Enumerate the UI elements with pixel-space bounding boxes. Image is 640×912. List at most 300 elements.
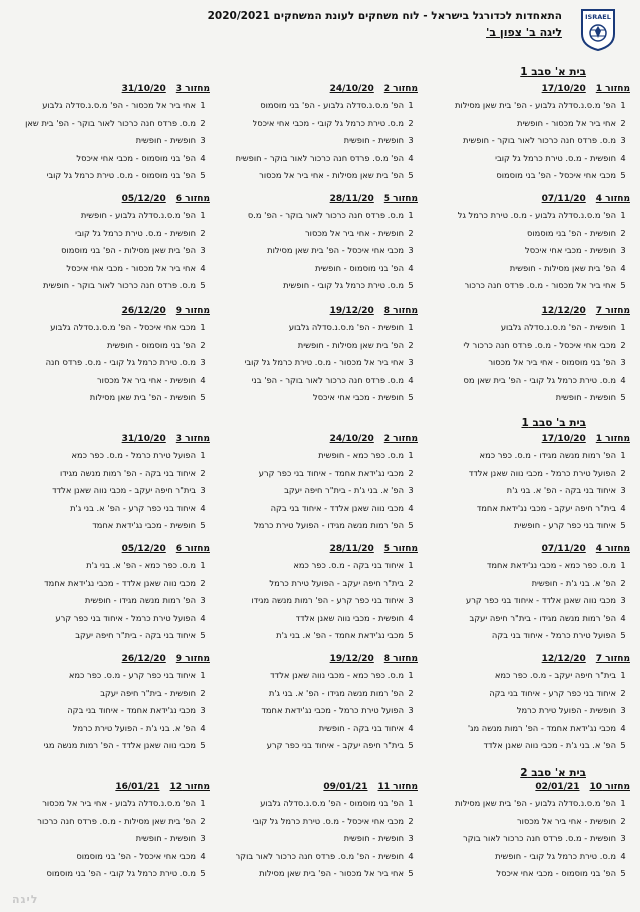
match-number: 3 [200,357,206,367]
match-teams: הפ' בית שאן מסילות - אחי ביר אל מכסור [259,170,404,180]
match-number: 1 [408,560,414,570]
match-number: 1 [200,450,206,460]
section-label-house-a-round-2: בית א' סבב 2 [520,767,586,779]
match-number: 3 [620,135,626,145]
match-teams: הפ' רמות מנשה מגידו - הפועל טירת כרמל [254,520,404,530]
match-number: 4 [200,502,206,513]
match-row [206,150,418,168]
match-teams: אחי ביר אל מכסור - מ.ס. פרדס חנה כרכור [464,280,616,290]
match-teams: בית"ר חיפה יעקב - מ.ס. כפר כמא [494,670,616,680]
round-date: 26/12/20 [121,654,166,664]
match-row [418,500,630,518]
match-number: 2 [620,577,626,588]
match-row [206,167,418,185]
match-teams: הפ' א. בני ג'ת - חופשית [531,577,616,588]
match-number: 2 [200,687,206,698]
match-row [418,225,630,243]
match-teams: איחוד בני כפר קרע - הפ' א. בני ג'ת [70,502,196,513]
round-name: מחזור 1 [595,434,630,444]
match-row [418,795,630,813]
match-number: 5 [200,280,206,290]
match-number: 2 [408,687,414,698]
round-name: מחזור 6 [175,544,210,554]
match-teams: חופשית - חופשית [555,392,616,402]
match-number: 1 [408,100,414,110]
match-number: 3 [408,357,414,367]
match-number: 1 [408,670,414,680]
match-teams: חופשית - הפועל טירת כרמל [516,705,616,715]
round-block [418,306,630,407]
match-row [206,813,418,831]
match-teams: מ.ס. כפר כמא - הפ' א. בני ג'ת [86,560,196,570]
round-date: 28/11/20 [329,544,374,554]
match-teams: הפ' מ.ס.נ.סדלה גלבוע - אחי ביר אל מכסור [42,798,196,808]
match-row [0,260,210,278]
match-number: 4 [408,374,414,385]
round-header [206,654,418,664]
round-name: מחזור 2 [383,434,418,444]
match-number: 5 [620,868,626,878]
round-header [206,782,418,792]
match-row [418,115,630,133]
match-teams: מכבי נג'ידאת אחמד - הפ' א. בני ג'ת [276,630,404,640]
match-row [418,685,630,703]
round-header [0,434,210,444]
round-name: מחזור 4 [595,544,630,554]
match-row [0,575,210,593]
match-number: 2 [408,467,414,478]
match-row [0,720,210,738]
match-number: 5 [620,520,626,530]
match-row [206,685,418,703]
match-number: 2 [200,467,206,478]
match-teams: מ.ס. טירת כרמל גל קובי - הפ' בית שאן מס [463,374,616,385]
match-teams: חופשית - אחי ביר אל מכסור [97,374,196,385]
match-teams: חופשית - אחי ביר אל מכסור [305,227,404,238]
match-row [206,795,418,813]
round-date: 16/01/21 [115,782,160,792]
round-header [418,782,630,792]
match-row [206,277,418,295]
round-date: 31/10/20 [121,84,166,94]
match-number: 2 [620,467,626,478]
match-number: 5 [200,520,206,530]
match-row [0,830,210,848]
match-row [0,500,210,518]
match-teams: מ.ס. פרדס חנה כרכור לאור בוקר - הפ' בית שאן [25,117,196,128]
match-number: 4 [200,612,206,623]
match-row [418,242,630,260]
match-number: 1 [200,798,206,808]
match-teams: מ.ס. פרדס חנה כרכור לאור בוקר - חופשית [43,280,196,290]
round-header [418,194,630,204]
match-teams: איחוד בני בקה - הפ' רמות מנשה מגידו [59,467,196,478]
match-teams: הפ' רמות מנשה מגידו - הפ' א. בני ג'ת [268,687,404,698]
watermark: ליגה [12,893,39,906]
match-number: 4 [200,850,206,861]
match-row [0,167,210,185]
match-row [206,737,418,755]
match-teams: מ.ס. טירת כרמל גל קובי - מכבי אחי איכסל [252,117,404,128]
match-number: 3 [620,357,626,367]
match-teams: מכבי אחי איכסל - מ.ס. פרדס חנה כרכור לי [463,339,616,350]
round-name: מחזור 5 [383,544,418,554]
match-row [418,737,630,755]
match-teams: הפ' א. בני ג'ת - מכבי נווה שאנן אלדד [483,740,616,750]
match-teams: אחי ביר אל מכסור - הפ' בית שאן מסילות [259,868,404,878]
match-teams: מכבי נווה שאנן אלדד - איחוד בני כפר קרע [466,595,616,605]
match-teams: חופשית - מכבי אחי איכסל [313,392,404,402]
match-teams: חופשית - חופשית [135,833,196,843]
match-row [0,685,210,703]
match-teams: מ.ס. פרדס חנה כרכור לאור בוקר - חופשית [463,135,616,145]
match-number: 3 [200,705,206,715]
match-row [206,389,418,407]
match-teams: בית"ר חיפה יעקב - מכבי נווה שאנן אלדד [52,485,196,495]
match-number: 4 [620,722,626,733]
match-row [0,848,210,866]
match-row [206,207,418,225]
match-number: 5 [200,868,206,878]
match-teams: מ.ס. טירת כרמל גל קובי - חופשית [283,280,404,290]
match-row [418,813,630,831]
match-row [418,319,630,337]
match-number: 1 [620,560,626,570]
match-number: 2 [620,815,626,826]
match-row [0,354,210,372]
round-block [418,84,630,185]
match-teams: איחוד בני כפר קרע - חופשית [514,520,616,530]
round-header [206,84,418,94]
match-number: 2 [408,227,414,238]
match-row [0,795,210,813]
round-header [418,544,630,554]
match-teams: הפ' מ.ס.נ.סדלה גלבוע - חופשית [80,210,196,220]
round-name: מחזור 11 [377,782,418,792]
match-number: 5 [408,520,414,530]
round-block [206,782,418,883]
match-teams: הפ' מ.ס. פרדס חנה כרכור לאור בוקר - חופשית [235,152,404,163]
round-date: 12/12/20 [541,306,586,316]
match-teams: מכבי נווה שאנן אלדד - הפ' רמות מנשה מגי [43,740,196,750]
round-date: 24/10/20 [329,84,374,94]
match-teams: חופשית - מ.ס. טירת כרמל גל קובי [495,152,616,163]
match-row [418,150,630,168]
round-block [418,654,630,755]
match-number: 1 [200,670,206,680]
match-teams: הפ' בני מוסמוס - אחי ביר אל מכסור [488,357,616,367]
israel-fa-logo-icon [578,8,618,52]
match-row [206,260,418,278]
match-teams: אחי ביר אל מכסור - מ.ס. טירת כרמל גל קובי [244,357,404,367]
match-row [418,389,630,407]
round-date: 17/10/20 [541,434,586,444]
round-name: מחזור 10 [589,782,630,792]
match-row [418,610,630,628]
match-teams: הפ' בני מוסמוס - מכבי אחי איכסל [76,152,196,163]
match-row [0,865,210,883]
round-block [0,306,210,407]
match-teams: איחוד בני בקה - חופשית [318,722,404,733]
match-teams: מכבי נווה שאנן אלדד - מכבי נג'ידאת אחמד [44,577,196,588]
match-number: 5 [200,630,206,640]
round-date: 28/11/20 [329,194,374,204]
round-block [418,434,630,535]
match-number: 1 [200,560,206,570]
match-row [418,848,630,866]
match-teams: הפ' מ.ס.נ.סדלה גלבוע - הפ' בית שאן מסילות [454,798,616,808]
match-teams: חופשית - הפ' מ.ס.נ.סדלה גלבוע [288,322,404,332]
match-teams: חופשית - חופשית [135,135,196,145]
match-row [0,97,210,115]
match-teams: מכבי נג'ידאת אחמד - איחוד בני בקה [67,705,196,715]
match-teams: מכבי נג'ידאת אחמד - איחוד בני כפר קרע [258,467,404,478]
match-number: 5 [408,740,414,750]
match-row [418,557,630,575]
match-number: 2 [200,815,206,826]
match-number: 5 [620,392,626,402]
match-teams: מ.ס. כפר כמא - מכבי נווה שאנן אלדד [270,670,404,680]
round-header [0,194,210,204]
match-number: 3 [200,833,206,843]
match-row [0,592,210,610]
match-teams: חופשית - מכבי נווה שאנן אלדד [295,612,404,623]
match-teams: בית"ר חיפה יעקב - מכבי נג'ידאת אחמד [476,502,616,513]
round-header [0,84,210,94]
match-teams: הפ' רמות מנשה מגידו - חופשית [84,595,196,605]
match-number: 4 [408,152,414,163]
match-row [0,277,210,295]
match-row [206,830,418,848]
match-teams: הפועל טירת כרמל - איחוד בני בקה [491,630,616,640]
match-number: 4 [408,262,414,273]
match-row [418,830,630,848]
match-number: 1 [200,100,206,110]
round-block [206,434,418,535]
round-name: מחזור 4 [595,194,630,204]
round-header [418,84,630,94]
match-row [206,720,418,738]
match-row [0,389,210,407]
match-row [206,557,418,575]
match-row [418,517,630,535]
match-number: 4 [408,502,414,513]
match-number: 4 [200,374,206,385]
match-teams: מכבי אחי איכסל - מ.ס. טירת כרמל גל קובי [252,815,404,826]
match-row [0,737,210,755]
match-number: 1 [408,322,414,332]
match-number: 3 [200,135,206,145]
match-row [0,372,210,390]
match-row [206,372,418,390]
match-teams: הפ' בני מוסמוס - הפ' מ.ס.נ.סדלה גלבוע [260,798,404,808]
round-date: 17/10/20 [541,84,586,94]
match-number: 3 [200,485,206,495]
match-number: 3 [408,485,414,495]
match-number: 4 [620,374,626,385]
match-number: 5 [408,392,414,402]
match-number: 2 [408,577,414,588]
match-number: 2 [620,117,626,128]
round-block [206,654,418,755]
match-number: 4 [620,502,626,513]
match-row [206,354,418,372]
league-subtitle: ליגה ב' צפון ב' [486,26,562,39]
match-row [418,447,630,465]
match-teams: חופשית - אחי ביר אל מכסור [517,815,616,826]
match-row [418,702,630,720]
match-teams: חופשית - חופשית [343,833,404,843]
match-row [418,167,630,185]
match-number: 1 [620,798,626,808]
match-teams: הפועל טירת כרמל - מכבי נווה שאנן אלדד [468,467,616,478]
match-teams: הפ' רמות מנשה מגידו - בית"ר חיפה יעקב [469,612,616,623]
match-teams: הפועל טירת כרמל - איחוד בני כפר קרע [55,612,196,623]
round-block [418,194,630,295]
match-number: 3 [200,595,206,605]
round-block [418,544,630,645]
round-block [206,544,418,645]
round-date: 19/12/20 [329,306,374,316]
match-teams: חופשית - מ.ס. פרדס חנה כרכור לאור בוקר [463,833,616,843]
match-row [0,813,210,831]
round-date: 05/12/20 [121,194,166,204]
match-row [206,667,418,685]
match-row [418,277,630,295]
round-name: מחזור 1 [595,84,630,94]
match-teams: אחי ביר אל מכסור - חופשית [517,117,616,128]
match-number: 5 [620,740,626,750]
match-teams: חופשית - הפ' בית שאן מסילות [89,392,196,402]
match-row [418,337,630,355]
match-row [206,702,418,720]
match-teams: מ.ס. פרדס חנה כרכור לאור בוקר - הפ' מ.ס [247,210,404,220]
match-row [206,865,418,883]
match-row [418,720,630,738]
match-row [0,337,210,355]
match-number: 1 [620,100,626,110]
match-teams: הפועל טירת כרמל - מ.ס. כפר כמא [71,450,196,460]
match-teams: מ.ס. כפר כמא - חופשית [318,450,404,460]
section-label-house-a-round-1: בית א' סבב 1 [520,66,586,78]
match-teams: איחוד בני כפר קרע - מ.ס. כפר כמא [68,670,196,680]
match-number: 5 [200,740,206,750]
match-teams: חופשית - מכבי אחי איכסל [525,245,616,255]
match-number: 4 [408,612,414,623]
match-row [206,242,418,260]
match-number: 2 [200,577,206,588]
match-row [0,465,210,483]
match-number: 5 [200,392,206,402]
match-teams: הפ' בית שאן מסילות - הפ' בני מוסמוס [61,245,196,255]
match-number: 4 [200,722,206,733]
match-number: 3 [408,833,414,843]
match-teams: איחוד בני כפר קרע - הפ' רמות מנשה מגידו [251,595,404,605]
round-name: מחזור 6 [175,194,210,204]
round-block [206,194,418,295]
match-number: 1 [620,450,626,460]
match-number: 2 [408,815,414,826]
match-teams: הפ' בני מוסמוס - מ.ס. טירת כרמל גל קובי [46,170,196,180]
match-number: 3 [408,135,414,145]
match-teams: הפ' בני מוסמוס - חופשית [314,262,404,273]
round-name: מחזור 3 [175,84,210,94]
round-name: מחזור 3 [175,434,210,444]
match-row [206,115,418,133]
match-row [418,865,630,883]
match-row [0,150,210,168]
match-number: 3 [200,245,206,255]
match-teams: הפ' בית שאן מסילות - חופשית [297,339,404,350]
match-teams: מ.ס. טירת כרמל גל קובי - חופשית [495,850,616,861]
round-block [0,654,210,755]
match-number: 4 [200,152,206,163]
match-row [418,575,630,593]
section-label-house-b-round-1: בית ב' סבב 1 [521,417,586,429]
match-number: 5 [408,630,414,640]
match-number: 3 [620,485,626,495]
match-number: 4 [408,722,414,733]
match-number: 2 [620,687,626,698]
match-teams: חופשית - הפ' בני מוסמוס [526,227,616,238]
match-row [206,225,418,243]
match-row [0,517,210,535]
match-row [206,97,418,115]
round-block [418,782,630,883]
match-number: 4 [620,262,626,273]
match-row [0,242,210,260]
round-block [0,194,210,295]
match-teams: מ.ס. טירת כרמל גל קובי - הפ' בני מוסמוס [46,868,196,878]
match-row [418,482,630,500]
match-row [0,702,210,720]
match-teams: הפ' מ.ס.נ.סדלה גלבוע - הפ' בית שאן מסילות [454,100,616,110]
match-teams: אחי ביר אל מכסור - מכבי אחי איכסל [66,262,196,273]
round-date: 12/12/20 [541,654,586,664]
round-name: מחזור 9 [175,306,210,316]
match-teams: חופשית - הפ' מ.ס. פרדס חנה כרכור לאור בוקר [235,850,404,861]
round-header [418,306,630,316]
match-number: 1 [200,322,206,332]
match-number: 5 [408,170,414,180]
match-teams: מכבי נג'ידאת אחמד - הפ' רמות מנשה מג' [467,722,616,733]
match-number: 3 [408,595,414,605]
match-number: 2 [620,227,626,238]
match-row [206,337,418,355]
round-header [206,434,418,444]
round-date: 26/12/20 [121,306,166,316]
match-number: 4 [620,612,626,623]
match-teams: הפ' מ.ס.נ.סדלה גלבוע - מ.ס. טירת כרמל גל [457,210,616,220]
match-teams: הפועל טירת כרמל - מכבי נג'ידאת אחמד [261,705,404,715]
round-name: מחזור 2 [383,84,418,94]
match-row [206,447,418,465]
match-row [0,667,210,685]
match-row [0,207,210,225]
match-row [418,372,630,390]
match-teams: הפ' א. בני ג'ת - בית"ר חיפה יעקב [284,485,404,495]
round-header [0,306,210,316]
match-number: 2 [200,227,206,238]
match-number: 5 [620,280,626,290]
match-teams: איחוד בני בקה - הפ' א. בני ג'ת [506,485,616,495]
match-number: 4 [620,152,626,163]
round-block [0,84,210,185]
match-row [418,592,630,610]
match-row [418,354,630,372]
match-row [206,517,418,535]
logo-text: ISRAEL [585,13,611,21]
